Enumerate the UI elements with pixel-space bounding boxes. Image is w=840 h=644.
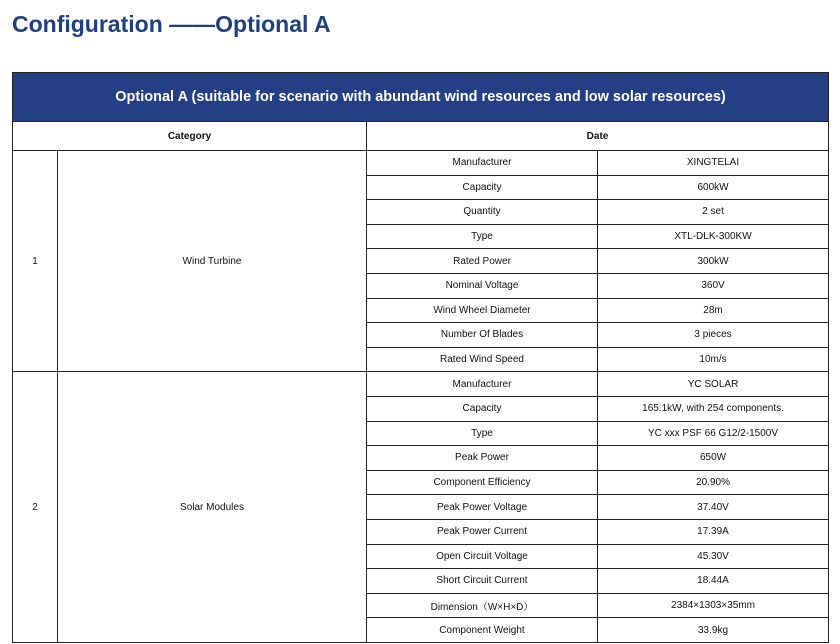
table-row <box>13 151 829 176</box>
spec-label-cell: Wind Wheel Diameter <box>367 298 598 323</box>
spec-value-cell: YC SOLAR <box>598 372 829 397</box>
spec-label-cell: Short Circuit Current <box>367 569 598 594</box>
spec-label-cell: Peak Power Voltage <box>367 495 598 520</box>
configuration-table <box>12 72 829 643</box>
spec-label-cell: Manufacturer <box>367 372 598 397</box>
category-cell: Solar Modules <box>58 372 367 643</box>
spec-label-cell: Rated Power <box>367 249 598 274</box>
spec-value-cell: 17.39A <box>598 519 829 544</box>
spec-value-cell: 18.44A <box>598 569 829 594</box>
spec-value-cell: 2384×1303×35mm <box>598 593 829 618</box>
spec-label-cell: Type <box>367 224 598 249</box>
spec-value-cell: 2 set <box>598 200 829 225</box>
spec-value-cell: 45.30V <box>598 544 829 569</box>
category-column-header: Category <box>13 122 367 151</box>
spec-label-cell: Rated Wind Speed <box>367 347 598 372</box>
spec-value-cell: 300kW <box>598 249 829 274</box>
spec-value-cell: 20.90% <box>598 470 829 495</box>
spec-label-cell: Peak Power Current <box>367 519 598 544</box>
spec-value-cell: 165.1kW, with 254 components. <box>598 396 829 421</box>
spec-label-cell: Component Efficiency <box>367 470 598 495</box>
page-title: Configuration ——Optional A <box>12 11 331 37</box>
spec-value-cell: XTL-DLK-300KW <box>598 224 829 249</box>
spec-label-cell: Type <box>367 421 598 446</box>
spec-value-cell: 650W <box>598 446 829 471</box>
spec-label-cell: Peak Power <box>367 446 598 471</box>
table-banner-row <box>13 73 829 122</box>
table-banner: Optional A (suitable for scenario with abundant wind resources and low solar resources) <box>13 73 829 122</box>
spec-label-cell: Manufacturer <box>367 151 598 176</box>
spec-label-cell: Component Weight <box>367 618 598 643</box>
spec-label-cell: Dimension（W×H×D） <box>367 593 598 618</box>
spec-label-cell: Capacity <box>367 396 598 421</box>
spec-value-cell: 37.40V <box>598 495 829 520</box>
spec-value-cell: 360V <box>598 273 829 298</box>
spec-value-cell: 28m <box>598 298 829 323</box>
spec-value-cell: 33.9kg <box>598 618 829 643</box>
spec-label-cell: Nominal Voltage <box>367 273 598 298</box>
spec-value-cell: XINGTELAI <box>598 151 829 176</box>
row-number-cell: 2 <box>13 372 58 643</box>
spec-label-cell: Number Of Blades <box>367 323 598 348</box>
spec-label-cell: Quantity <box>367 200 598 225</box>
spec-value-cell: 10m/s <box>598 347 829 372</box>
row-number-cell: 1 <box>13 151 58 372</box>
date-column-header: Date <box>367 122 829 151</box>
table-header-row <box>13 122 829 151</box>
category-cell: Wind Turbine <box>58 151 367 372</box>
spec-value-cell: 3 pieces <box>598 323 829 348</box>
spec-label-cell: Open Circuit Voltage <box>367 544 598 569</box>
table-body <box>13 151 829 643</box>
table-row <box>13 372 829 397</box>
spec-value-cell: 600kW <box>598 175 829 200</box>
spec-value-cell: YC xxx PSF 66 G12/2-1500V <box>598 421 829 446</box>
spec-label-cell: Capacity <box>367 175 598 200</box>
